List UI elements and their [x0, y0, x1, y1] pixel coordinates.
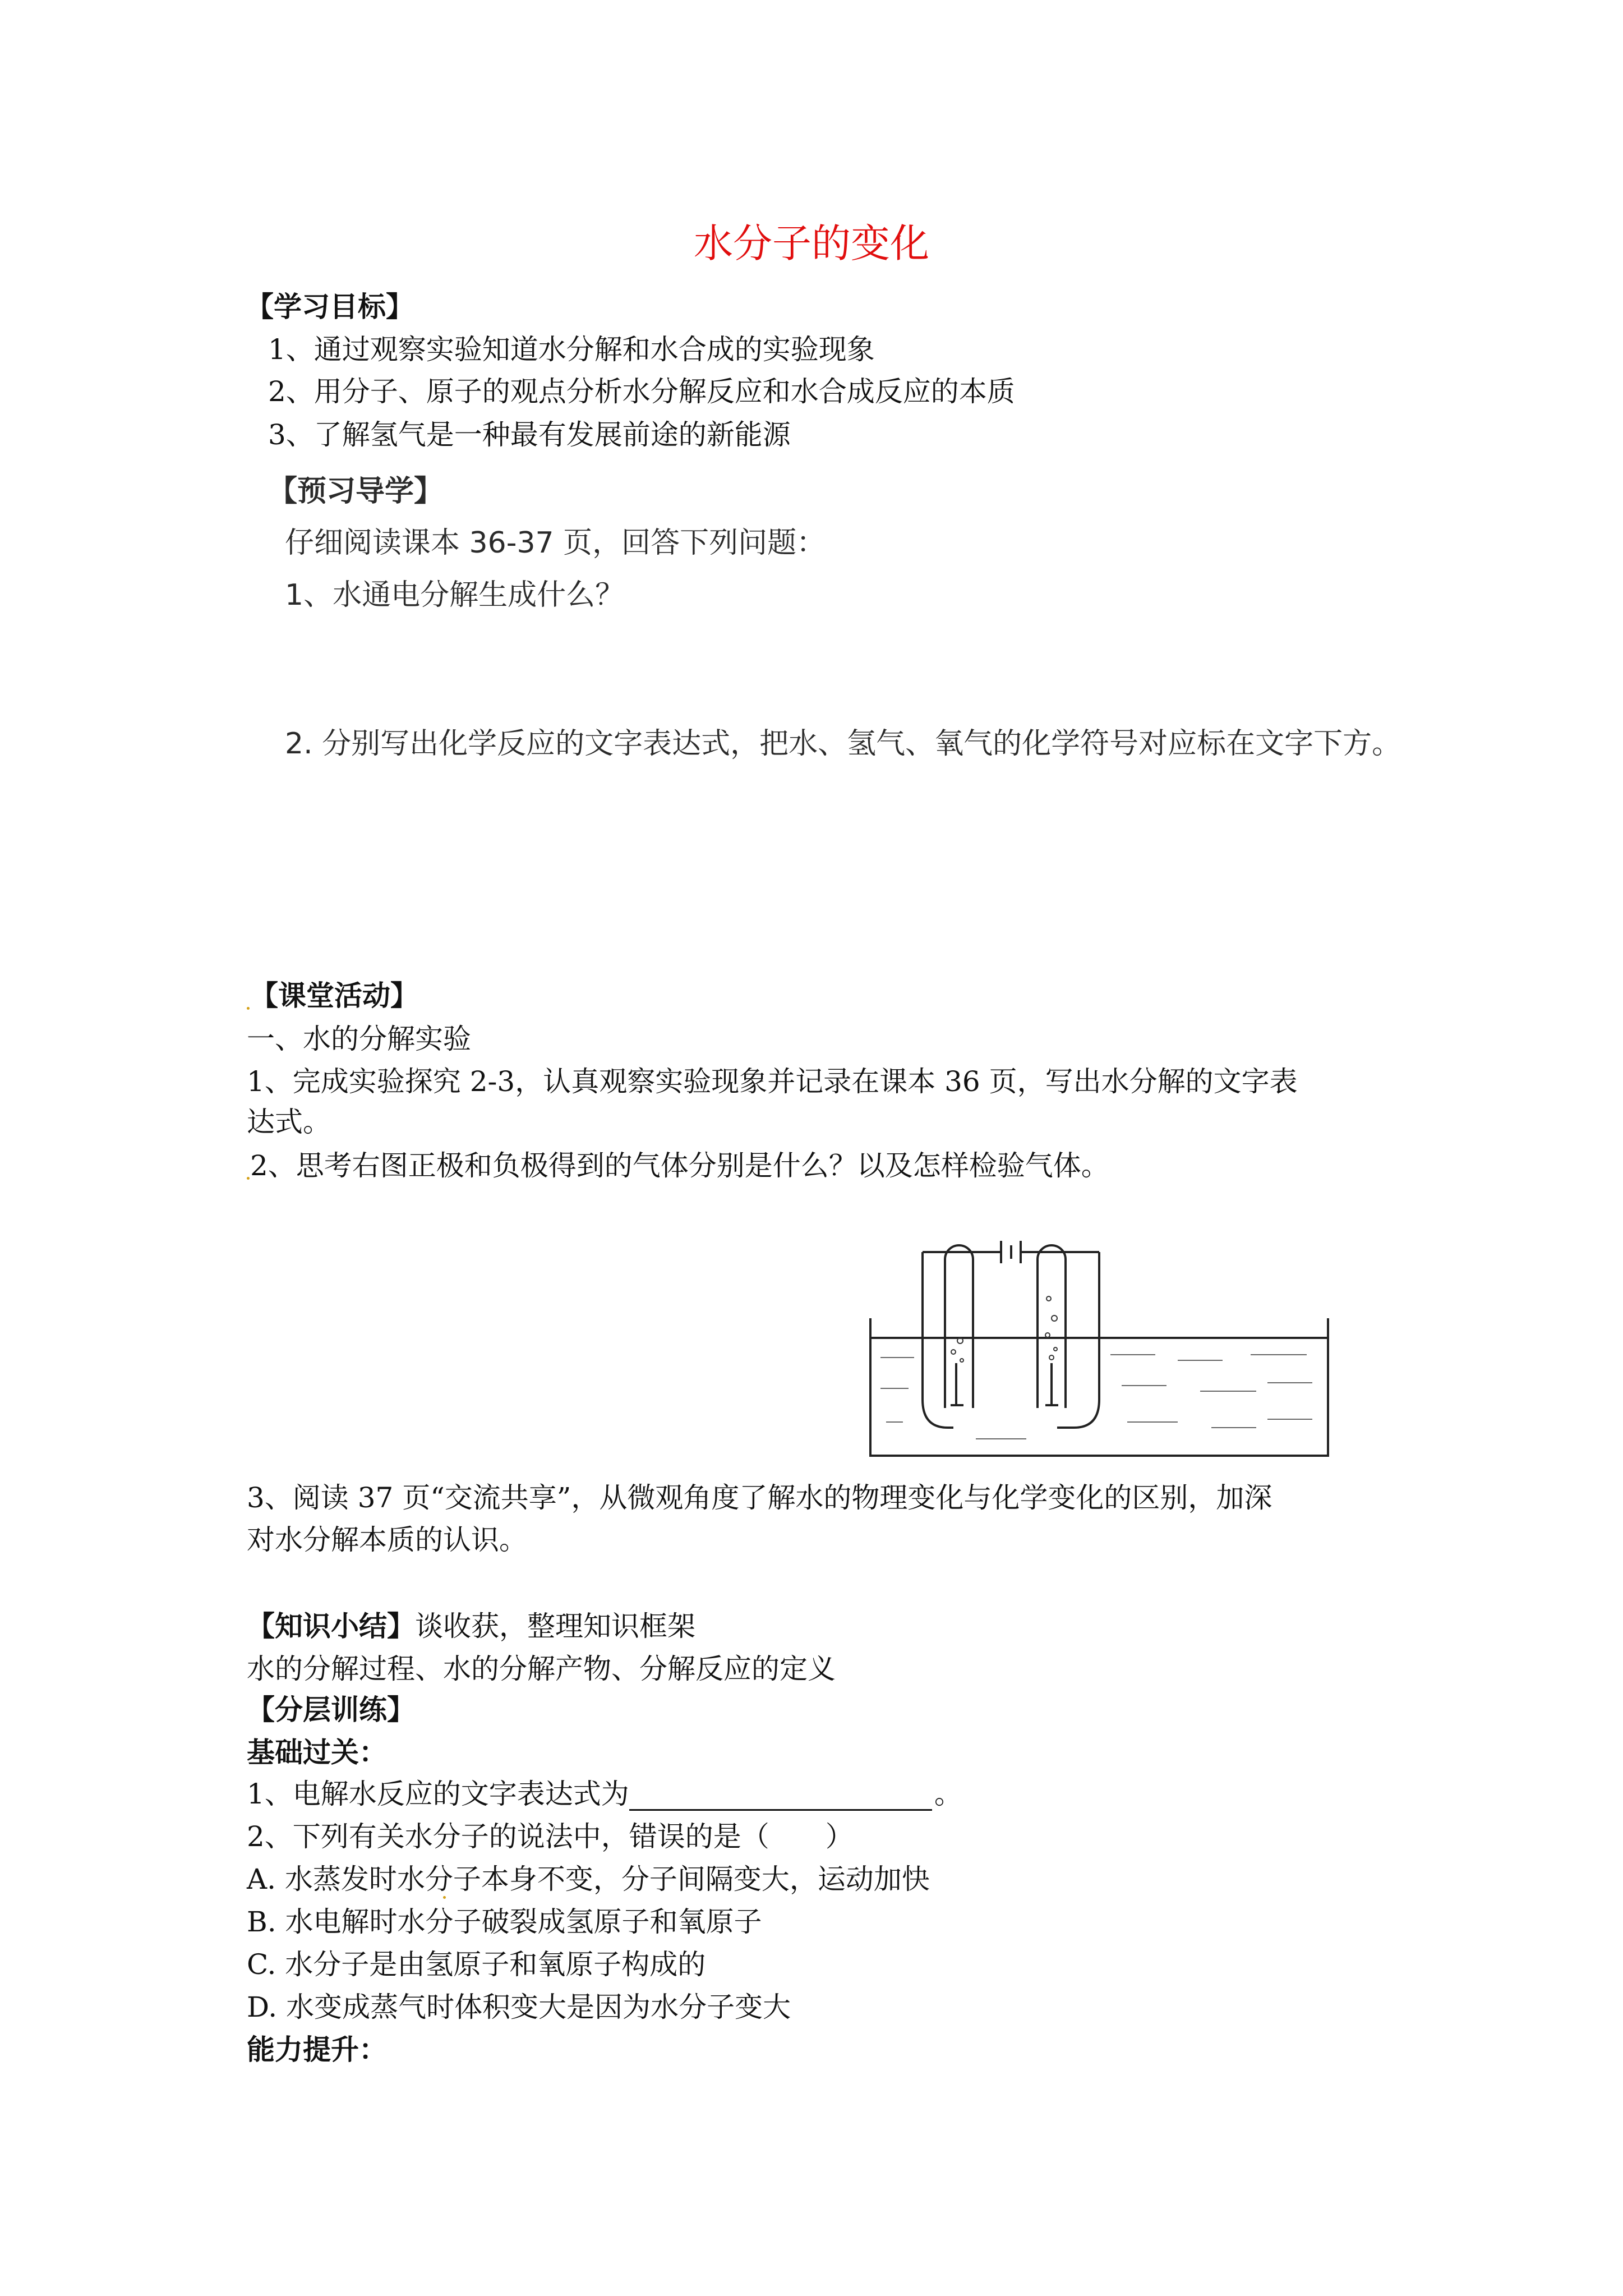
option-b: B. 水电解时水分子破裂成氢原子和氧原子: [247, 1906, 762, 1938]
margin-mark: [247, 1007, 250, 1010]
answer-blank[interactable]: [629, 1781, 932, 1811]
classroom-heading: 【课堂活动】: [250, 979, 418, 1012]
classroom-item-3-line-1: 3、阅读 37 页“交流共享”，从微观角度了解水的物理变化与化学变化的区别，加深: [247, 1481, 1272, 1514]
classroom-item-2: 2、思考右图正极和负极得到的气体分别是什么？以及怎样检验气体。: [250, 1149, 1109, 1182]
option-c: C. 水分子是由氢原子和氧原子构成的: [247, 1948, 706, 1981]
preview-question-2: 2. 分别写出化学反应的文字表达式，把水、氢气、氧气的化学符号对应标在文字下方。: [285, 727, 1401, 761]
advanced-heading: 能力提升：: [247, 2033, 387, 2066]
objective-item-2: 2、用分子、原子的观点分析水分解反应和水合成反应的本质: [268, 375, 1015, 408]
electrolysis-apparatus-figure: [864, 1220, 1335, 1461]
preview-heading: 【预习导学】: [268, 475, 444, 508]
classroom-item-1-line-1: 1、完成实验探究 2-3，认真观察实验现象并记录在课本 36 页，写出水分解的文字表: [247, 1065, 1298, 1098]
training-question-2: 2、下列有关水分子的说法中，错误的是（ ）: [247, 1820, 854, 1853]
basic-heading: 基础过关：: [247, 1736, 387, 1769]
preview-intro: 仔细阅读课本 36-37 页，回答下列问题：: [285, 526, 826, 560]
objective-item-3: 3、了解氢气是一种最有发展前途的新能源: [268, 418, 791, 451]
objective-item-1: 1、通过观察实验知道水分解和水合成的实验现象: [268, 333, 875, 366]
question-1-suffix: 。: [934, 1778, 962, 1810]
training-heading: 【分层训练】: [247, 1694, 415, 1726]
question-1-text: 1、电解水反应的文字表达式为: [247, 1778, 629, 1810]
option-d: D. 水变成蒸气时体积变大是因为水分子变大: [247, 1991, 791, 2023]
objectives-heading: 【学习目标】: [246, 291, 414, 323]
summary-line: [247, 1609, 695, 1643]
classroom-item-3-line-2: 对水分解本质的认识。: [247, 1524, 527, 1556]
test-tube-left: [945, 1245, 973, 1408]
page-title: 水分子的变化: [694, 220, 929, 266]
preview-question-1: 1、水通电分解生成什么？: [285, 578, 625, 612]
gas-bubbles: [951, 1296, 1057, 1362]
summary-heading-tail: 谈收获，整理知识框架: [415, 1610, 695, 1642]
training-question-1: [247, 1777, 962, 1811]
margin-mark: [443, 1896, 446, 1899]
wire-right-bottom: [1057, 1400, 1099, 1428]
wire-left-bottom: [923, 1400, 953, 1428]
margin-mark: [247, 1177, 250, 1180]
summary-heading: 【知识小结】: [247, 1610, 415, 1642]
classroom-section-1: 一、水的分解实验: [247, 1023, 471, 1055]
classroom-item-1-line-2: 达式。: [247, 1106, 331, 1138]
summary-content: 水的分解过程、水的分解产物、分解反应的定义: [247, 1653, 836, 1685]
option-a: A. 水蒸发时水分子本身不变，分子间隔变大，运动加快: [247, 1863, 930, 1895]
